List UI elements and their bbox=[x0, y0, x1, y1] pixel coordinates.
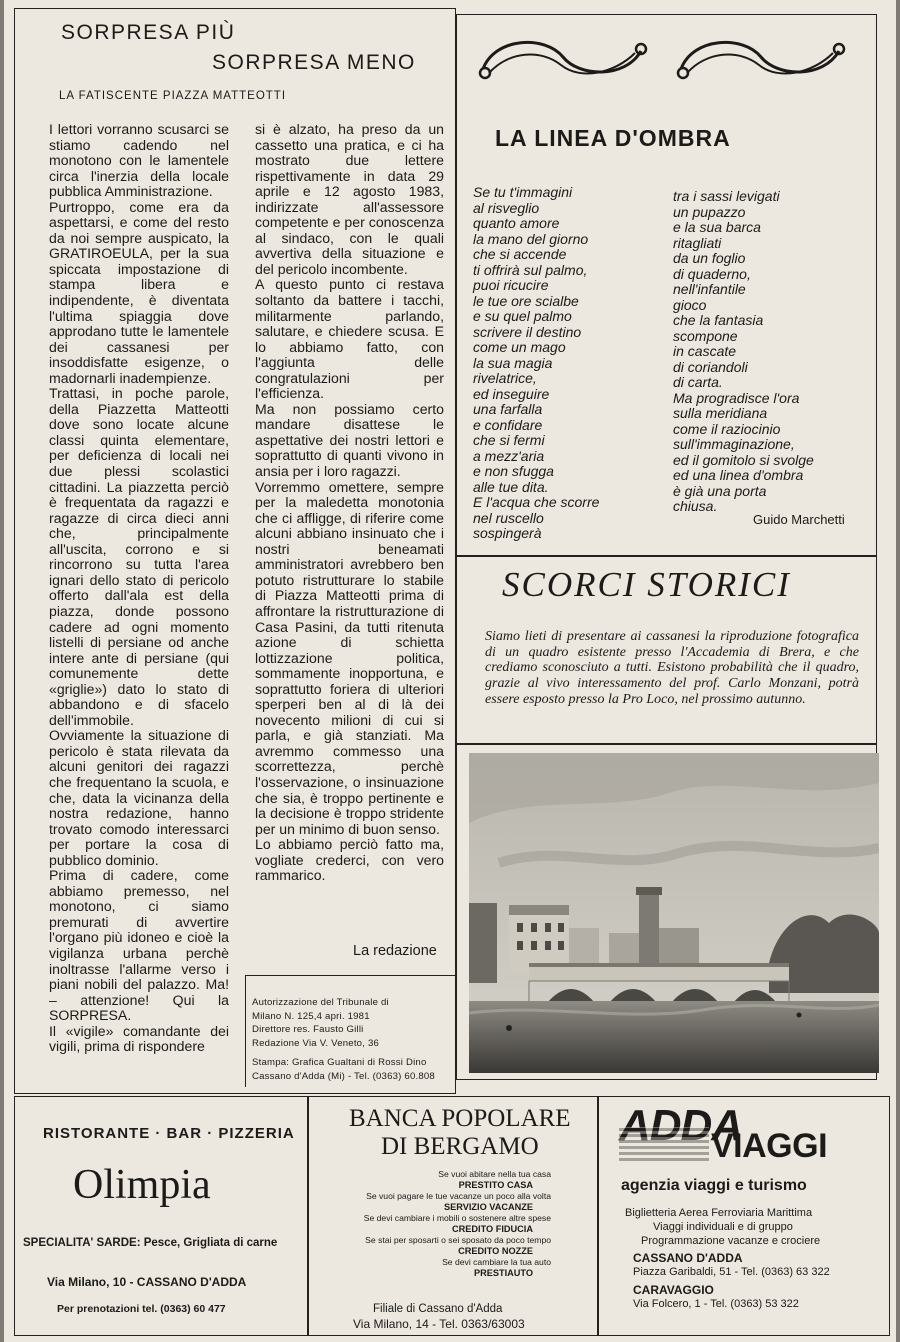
paragraph: di coriandoli bbox=[673, 358, 748, 375]
adda-services-3: Programmazione vacanze e crociere bbox=[641, 1235, 821, 1247]
ad-adda-viaggi bbox=[598, 1096, 890, 1336]
poem-title: LA LINEA D'OMBRA bbox=[495, 125, 731, 151]
scorci-title: SCORCI STORICI bbox=[502, 565, 791, 604]
paragraph: un pupazzo bbox=[673, 203, 746, 220]
paragraph: le tue ore scialbe bbox=[473, 292, 579, 309]
paragraph: la sua magia bbox=[473, 354, 553, 371]
banca-offer-product: CREDITO FIDUCIA bbox=[452, 1224, 533, 1234]
paragraph: e confidare bbox=[473, 416, 543, 433]
olimpia-address: Via Milano, 10 - CASSANO D'ADDA bbox=[47, 1275, 247, 1289]
ornament-swirl-icon bbox=[475, 29, 650, 91]
viaggi-logo: VIAGGI bbox=[711, 1127, 828, 1165]
banca-offer-line: Se devi cambiare i mobili o sostenere altre spese bbox=[363, 1213, 551, 1223]
paragraph: I lettori vorranno scusarci se stiamo cadendo nel monotono con le lamentele circa l'inerzia della locale pubblica Amministrazione. bbox=[49, 122, 229, 200]
adda-tagline: agenzia viaggi e turismo bbox=[621, 1177, 807, 1194]
paragraph: Prima di cadere, come abbiamo premesso, nel monotono, ci siamo premurati di avvertire l'organo più idoneo e cioè la vigilanza urbana perchè inoltrasse l'allarme verso i piani nobili del palazzo. Ma! – attenzione! Qui la SORPRESA. bbox=[49, 867, 229, 1024]
paragraph: e non sfugga bbox=[473, 463, 554, 479]
paragraph: Ma non possiamo certo mandare disattese le aspettative dei nostri lettori e soprattutto di quanti vivono in ansia per i loro ragazzi. bbox=[255, 400, 444, 480]
banca-offer-product: CREDITO NOZZE bbox=[458, 1246, 533, 1256]
paragraph: come un mago bbox=[473, 339, 566, 355]
poem-column-2 bbox=[673, 189, 814, 515]
article-title-line1: SORPRESA PIÙ bbox=[61, 21, 236, 44]
paragraph: ed una linea d'ombra bbox=[673, 467, 804, 483]
article-column-1 bbox=[49, 122, 229, 1084]
paragraph: ritagliati bbox=[673, 234, 722, 251]
paragraph: sospingerà bbox=[473, 525, 542, 541]
banca-offer-product: PRESTITO CASA bbox=[458, 1180, 533, 1190]
article-column-2 bbox=[255, 122, 444, 965]
paragraph: al risveglio bbox=[473, 199, 540, 216]
paragraph: chiusa. bbox=[673, 498, 718, 514]
paragraph: a mezz'aria bbox=[473, 447, 545, 464]
paragraph: E l'acqua che scorre bbox=[473, 494, 600, 510]
paragraph: ed inseguire bbox=[473, 385, 550, 402]
paragraph: una farfalla bbox=[473, 401, 543, 417]
paragraph: che la fantasia bbox=[673, 312, 764, 328]
olimpia-phone: Per prenotazioni tel. (0363) 60 477 bbox=[57, 1303, 226, 1315]
olimpia-category: RISTORANTE · BAR · PIZZERIA bbox=[43, 1125, 295, 1142]
banca-offer-line: Se devi cambiare la tua auto bbox=[442, 1257, 551, 1267]
paragraph: Se tu t'immagini bbox=[473, 184, 573, 200]
paragraph: e la sua barca bbox=[673, 219, 761, 235]
paragraph: A questo punto ci restava soltanto da battere i tacchi, militarmente parlando, salutare, e chiedere scusa. E lo abbiamo fatto, con l'aggiunta delle congratulazioni per l'efficienza. bbox=[255, 276, 444, 402]
paragraph: sulla meridiana bbox=[673, 405, 768, 421]
paragraph: si è alzato, ha preso da un cassetto una pratica, e ci ha mostrato due lettere rispettivamente in data 29 aprile e 12 agosto 1983, indirizzate all'assessore competente e per conoscenza al sindaco, con le quali avvertiva della situazione e del pericolo incombente. bbox=[255, 122, 444, 277]
banca-offer-product: SERVIZIO VACANZE bbox=[444, 1202, 533, 1212]
adda-logo: ADDA bbox=[619, 1101, 743, 1150]
article-signoff: La redazione bbox=[353, 943, 437, 959]
paragraph: Il «vigile» comandante dei vigili, prima di rispondere bbox=[49, 1022, 229, 1055]
paragraph: ti offrirà sul palmo, bbox=[473, 261, 588, 278]
paragraph: come il raziocinio bbox=[673, 420, 781, 437]
paragraph: Trattasi, in poche parole, della Piazzetta Matteotti dove sono locate alcune classi quinta elementare, per deficienza di locali nei due plessi scolastici cittadini. La piazzetta perciò è frequentata da ragazzi e ragazze di circa dieci anni che, principalmente all'uscita, corrono e si rincorrono su tutta l'area ignari dello stato di pericolo offerto dall'ala est della piazza, donde possono cadere ad ogni momento listelli di persiane od anche intere ante di persiane (qui comunemente dette «griglie») dato lo stato di abbandono e di sfacelo dell'immobile. bbox=[49, 385, 229, 728]
paragraph: scrivere il destino bbox=[473, 323, 582, 340]
adda-address-1: Piazza Garibaldi, 51 - Tel. (0363) 63 322 bbox=[633, 1266, 830, 1278]
ad-banca-popolare bbox=[308, 1096, 598, 1336]
article-subtitle: LA FATISCENTE PIAZZA MATTEOTTI bbox=[59, 90, 287, 102]
paragraph: sull'immaginazione, bbox=[673, 436, 795, 452]
paragraph: rivelatrice, bbox=[473, 370, 537, 386]
paragraph: e su quel palmo bbox=[473, 308, 572, 324]
paragraph: è già una porta bbox=[673, 482, 767, 499]
article-title-line2: SORPRESA MENO bbox=[212, 51, 416, 74]
paragraph: di quaderno, bbox=[673, 265, 751, 282]
banca-branch: Filiale di Cassano d'Adda bbox=[373, 1303, 503, 1315]
adda-services-1: Biglietteria Aerea Ferroviaria Marittima bbox=[625, 1207, 813, 1219]
colophon-line: Autorizzazione del Tribunale di bbox=[252, 997, 389, 1008]
paragraph: di carta. bbox=[673, 374, 723, 390]
banca-name-line1: BANCA POPOLARE bbox=[349, 1105, 571, 1132]
colophon-line: Direttore res. Fausto Gilli bbox=[252, 1024, 364, 1036]
scorci-storici-box bbox=[456, 556, 877, 744]
ornament-swirl-icon bbox=[673, 29, 848, 91]
paragraph: alle tue dita. bbox=[473, 478, 549, 495]
paragraph: da un foglio bbox=[673, 250, 746, 266]
olimpia-name: Olimpia bbox=[73, 1162, 211, 1208]
poem-column-1 bbox=[473, 185, 599, 542]
adda-services-2: Viaggi individuali e di gruppo bbox=[653, 1221, 793, 1233]
paragraph: Lo abbiamo perciò fatto ma, vogliate crederci, con vero rammarico. bbox=[255, 836, 444, 884]
paragraph: quanto amore bbox=[473, 215, 560, 231]
banca-offer-product: PRESTIAUTO bbox=[473, 1268, 533, 1278]
banca-offer-line: Se vuoi abitare nella tua casa bbox=[438, 1169, 551, 1179]
olimpia-specialty: SPECIALITA' SARDE: Pesce, Grigliata di carne bbox=[23, 1237, 278, 1249]
paragraph: che si fermi bbox=[473, 432, 545, 448]
paragraph: che si accende bbox=[473, 246, 567, 262]
colophon-line: Cassano d'Adda (Mi) - Tel. (0363) 60.808 bbox=[252, 1070, 435, 1082]
newspaper-page bbox=[4, 0, 896, 1342]
paragraph: Purtroppo, come era da aspettarsi, e come del resto da noi sempre auspicato, la GRATIROEULA, per la sua spiccata impostazione di stampa libera e indipendente, è diventata l'ultima spiaggia dove approdano tutte le lamentele dei cassanesi per insoddisfatte esigenze, o madornarli inadempienze. bbox=[49, 198, 229, 386]
article-sorpresa bbox=[14, 8, 456, 1094]
colophon-line: Redazione Via V. Veneto, 36 bbox=[252, 1037, 380, 1049]
colophon-line: Stampa: Grafica Gualtani di Rossi Dino bbox=[252, 1057, 427, 1069]
colophon-line: Milano N. 125,4 apri. 1981 bbox=[252, 1010, 370, 1022]
paragraph: Ma progradisce l'ora bbox=[673, 389, 800, 406]
banca-name-line2: DI BERGAMO bbox=[381, 1133, 539, 1160]
painting-frame bbox=[456, 744, 877, 1080]
paragraph: ed il gomitolo si svolge bbox=[673, 451, 814, 468]
paragraph: in cascate bbox=[673, 343, 737, 359]
paragraph: Vorremmo omettere, sempre per la maledetta monotonia che ci affligge, di riferire come alcuni abbiano insinuato che i nostri beneamati amministratori avrebbero ben potuto ristrutturare lo stabile di Piazza Matteotti prima di affrontare la ristrutturazione di Casa Pasini, da tutti ritenuta azione di schietta lottizzazione politica, sommamente inopportuna, e soprattutto foriera di ulteriori sperperi ben al di là dei novecento milioni di cui si parla, e già stanziati. Ma avremmo commesso una scorrettezza, perchè l'osservazione, o insinuazione che sia, è troppo pertinente e la decisione è troppo stridente per un minimo di buon senso. bbox=[255, 478, 444, 837]
adda-city-1: CASSANO D'ADDA bbox=[633, 1251, 743, 1265]
paragraph: puoi ricucire bbox=[473, 277, 549, 293]
paragraph: Ovviamente la situazione di pericolo è stata rilevata da alcuni genitori dei ragazzi che frequentano la scuola, e che, data la vicinanza della nostra redazione, hanno trovato comodo interessarci per portare la cosa di pubblico dominio. bbox=[49, 727, 229, 868]
colophon-box bbox=[245, 975, 455, 1087]
paragraph: gioco bbox=[673, 296, 707, 313]
banca-offer-line: Se stai per sposarti o sei sposato da poco tempo bbox=[365, 1235, 551, 1245]
banca-address: Via Milano, 14 - Tel. 0363/63003 bbox=[353, 1317, 525, 1331]
paragraph: nell'infantile bbox=[673, 281, 746, 297]
banca-offers-list bbox=[364, 1169, 551, 1279]
poem-box bbox=[456, 14, 877, 556]
adda-address-2: Via Folcero, 1 - Tel. (0363) 53 322 bbox=[633, 1298, 799, 1310]
ad-olimpia bbox=[14, 1096, 308, 1336]
scorci-text: Siamo lieti di presentare ai cassanesi la riproduzione fotografica di un quadro esistente presso l'Accademia di Brera, e che crediamo sconosciuto a tutti. Esistono probabilità che il quadro, grazie al vivo interessamento del prof. Carlo Monzani, potrà essere esposto presso la Pro Loco, nel prossimo autunno. bbox=[485, 629, 859, 707]
poem-author: Guido Marchetti bbox=[753, 512, 845, 527]
painting-reproduction bbox=[469, 753, 879, 1073]
paragraph: la mano del giorno bbox=[473, 230, 589, 247]
banca-offer-line: Se vuoi pagare le tue vacanze un poco alla volta bbox=[366, 1191, 551, 1201]
paragraph: nel ruscello bbox=[473, 509, 544, 526]
paragraph: scompone bbox=[673, 327, 738, 344]
paragraph: tra i sassi levigati bbox=[673, 188, 780, 204]
adda-city-2: CARAVAGGIO bbox=[633, 1283, 714, 1297]
adda-logo-stripes bbox=[619, 1127, 709, 1161]
